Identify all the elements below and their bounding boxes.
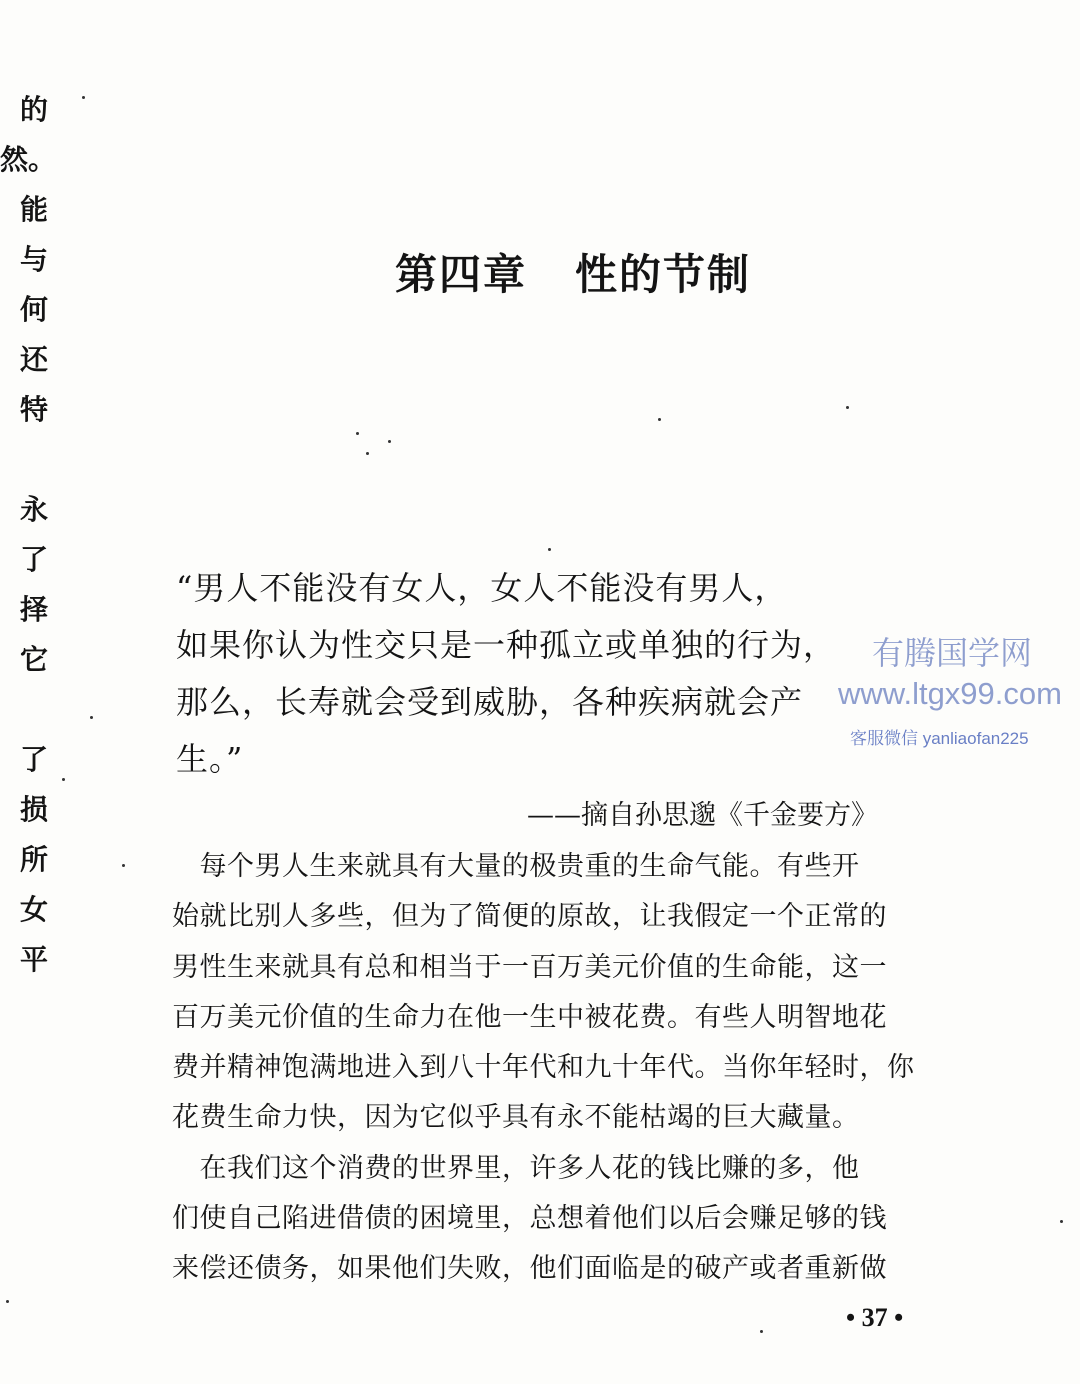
scan-speck <box>82 96 85 99</box>
margin-fragment: 所 <box>19 843 48 876</box>
watermark-url: www.ltgx99.com <box>838 676 1062 711</box>
margin-fragment: 还 <box>19 343 48 376</box>
body-line: 每个男人生来就具有大量的极贵重的生命气能。有些开 <box>172 851 860 882</box>
margin-fragment: 择 <box>19 593 48 626</box>
body-line: 男性生来就具有总和相当于一百万美元价值的生命能，这一 <box>172 952 887 983</box>
margin-fragment: 平 <box>19 943 48 976</box>
quote-line: 生。” <box>176 740 244 778</box>
quote-line: 那么，长寿就会受到威胁，各种疾病就会产 <box>176 683 804 721</box>
body-line: 在我们这个消费的世界里，许多人花的钱比赚的多，他 <box>172 1153 860 1184</box>
body-line: 花费生命力快，因为它似乎具有永不能枯竭的巨大藏量。 <box>172 1102 860 1133</box>
chapter-number: 第四章 <box>395 250 528 299</box>
scan-speck <box>846 406 849 409</box>
page-number: • 37 • <box>846 1303 904 1332</box>
scan-speck <box>62 778 65 781</box>
scan-speck <box>90 716 93 719</box>
scan-speck <box>366 452 369 455</box>
margin-fragment: 了 <box>19 743 48 776</box>
scan-speck <box>658 418 661 421</box>
margin-fragment: 女 <box>19 893 48 926</box>
scan-speck <box>1060 1220 1063 1223</box>
margin-fragment: 与 <box>19 243 48 276</box>
quote-line: 如果你认为性交只是一种孤立或单独的行为， <box>176 626 837 664</box>
margin-fragment: 永 <box>19 493 48 526</box>
body-line: 百万美元价值的生命力在他一生中被花费。有些人明智地花 <box>172 1002 887 1033</box>
margin-fragment: 的 <box>19 93 48 126</box>
scan-speck <box>6 1300 9 1303</box>
margin-fragment: 特 <box>19 393 48 426</box>
margin-fragment: 能 <box>19 193 48 226</box>
margin-fragment: 损 <box>19 793 48 826</box>
body-line: 始就比别人多些，但为了简便的原故，让我假定一个正常的 <box>172 901 887 932</box>
quote-attribution: ——摘自孙思邈《千金要方》 <box>527 800 878 831</box>
scan-speck <box>356 432 359 435</box>
scan-speck <box>122 864 125 867</box>
chapter-title <box>395 248 795 302</box>
margin-fragment: 然。 <box>0 143 57 176</box>
scan-speck <box>548 548 551 551</box>
watermark-site-name: 有腾国学网 <box>872 635 1033 671</box>
margin-fragment: 它 <box>19 643 48 676</box>
body-line: 来偿还债务，如果他们失败，他们面临是的破产或者重新做 <box>172 1253 887 1284</box>
scan-speck <box>760 1330 763 1333</box>
margin-fragment: 何 <box>19 293 48 326</box>
margin-fragment: 了 <box>19 543 48 576</box>
body-line: 费并精神饱满地进入到八十年代和九十年代。当你年轻时，你 <box>172 1052 915 1083</box>
watermark-contact: 客服微信 yanliaofan225 <box>850 729 1029 748</box>
chapter-name: 性的节制 <box>575 250 752 299</box>
body-line: 们使自己陷进借债的困境里，总想着他们以后会赚足够的钱 <box>172 1203 887 1234</box>
scan-speck <box>388 440 391 443</box>
quote-line: “男人不能没有女人，女人不能没有男人， <box>176 569 788 607</box>
